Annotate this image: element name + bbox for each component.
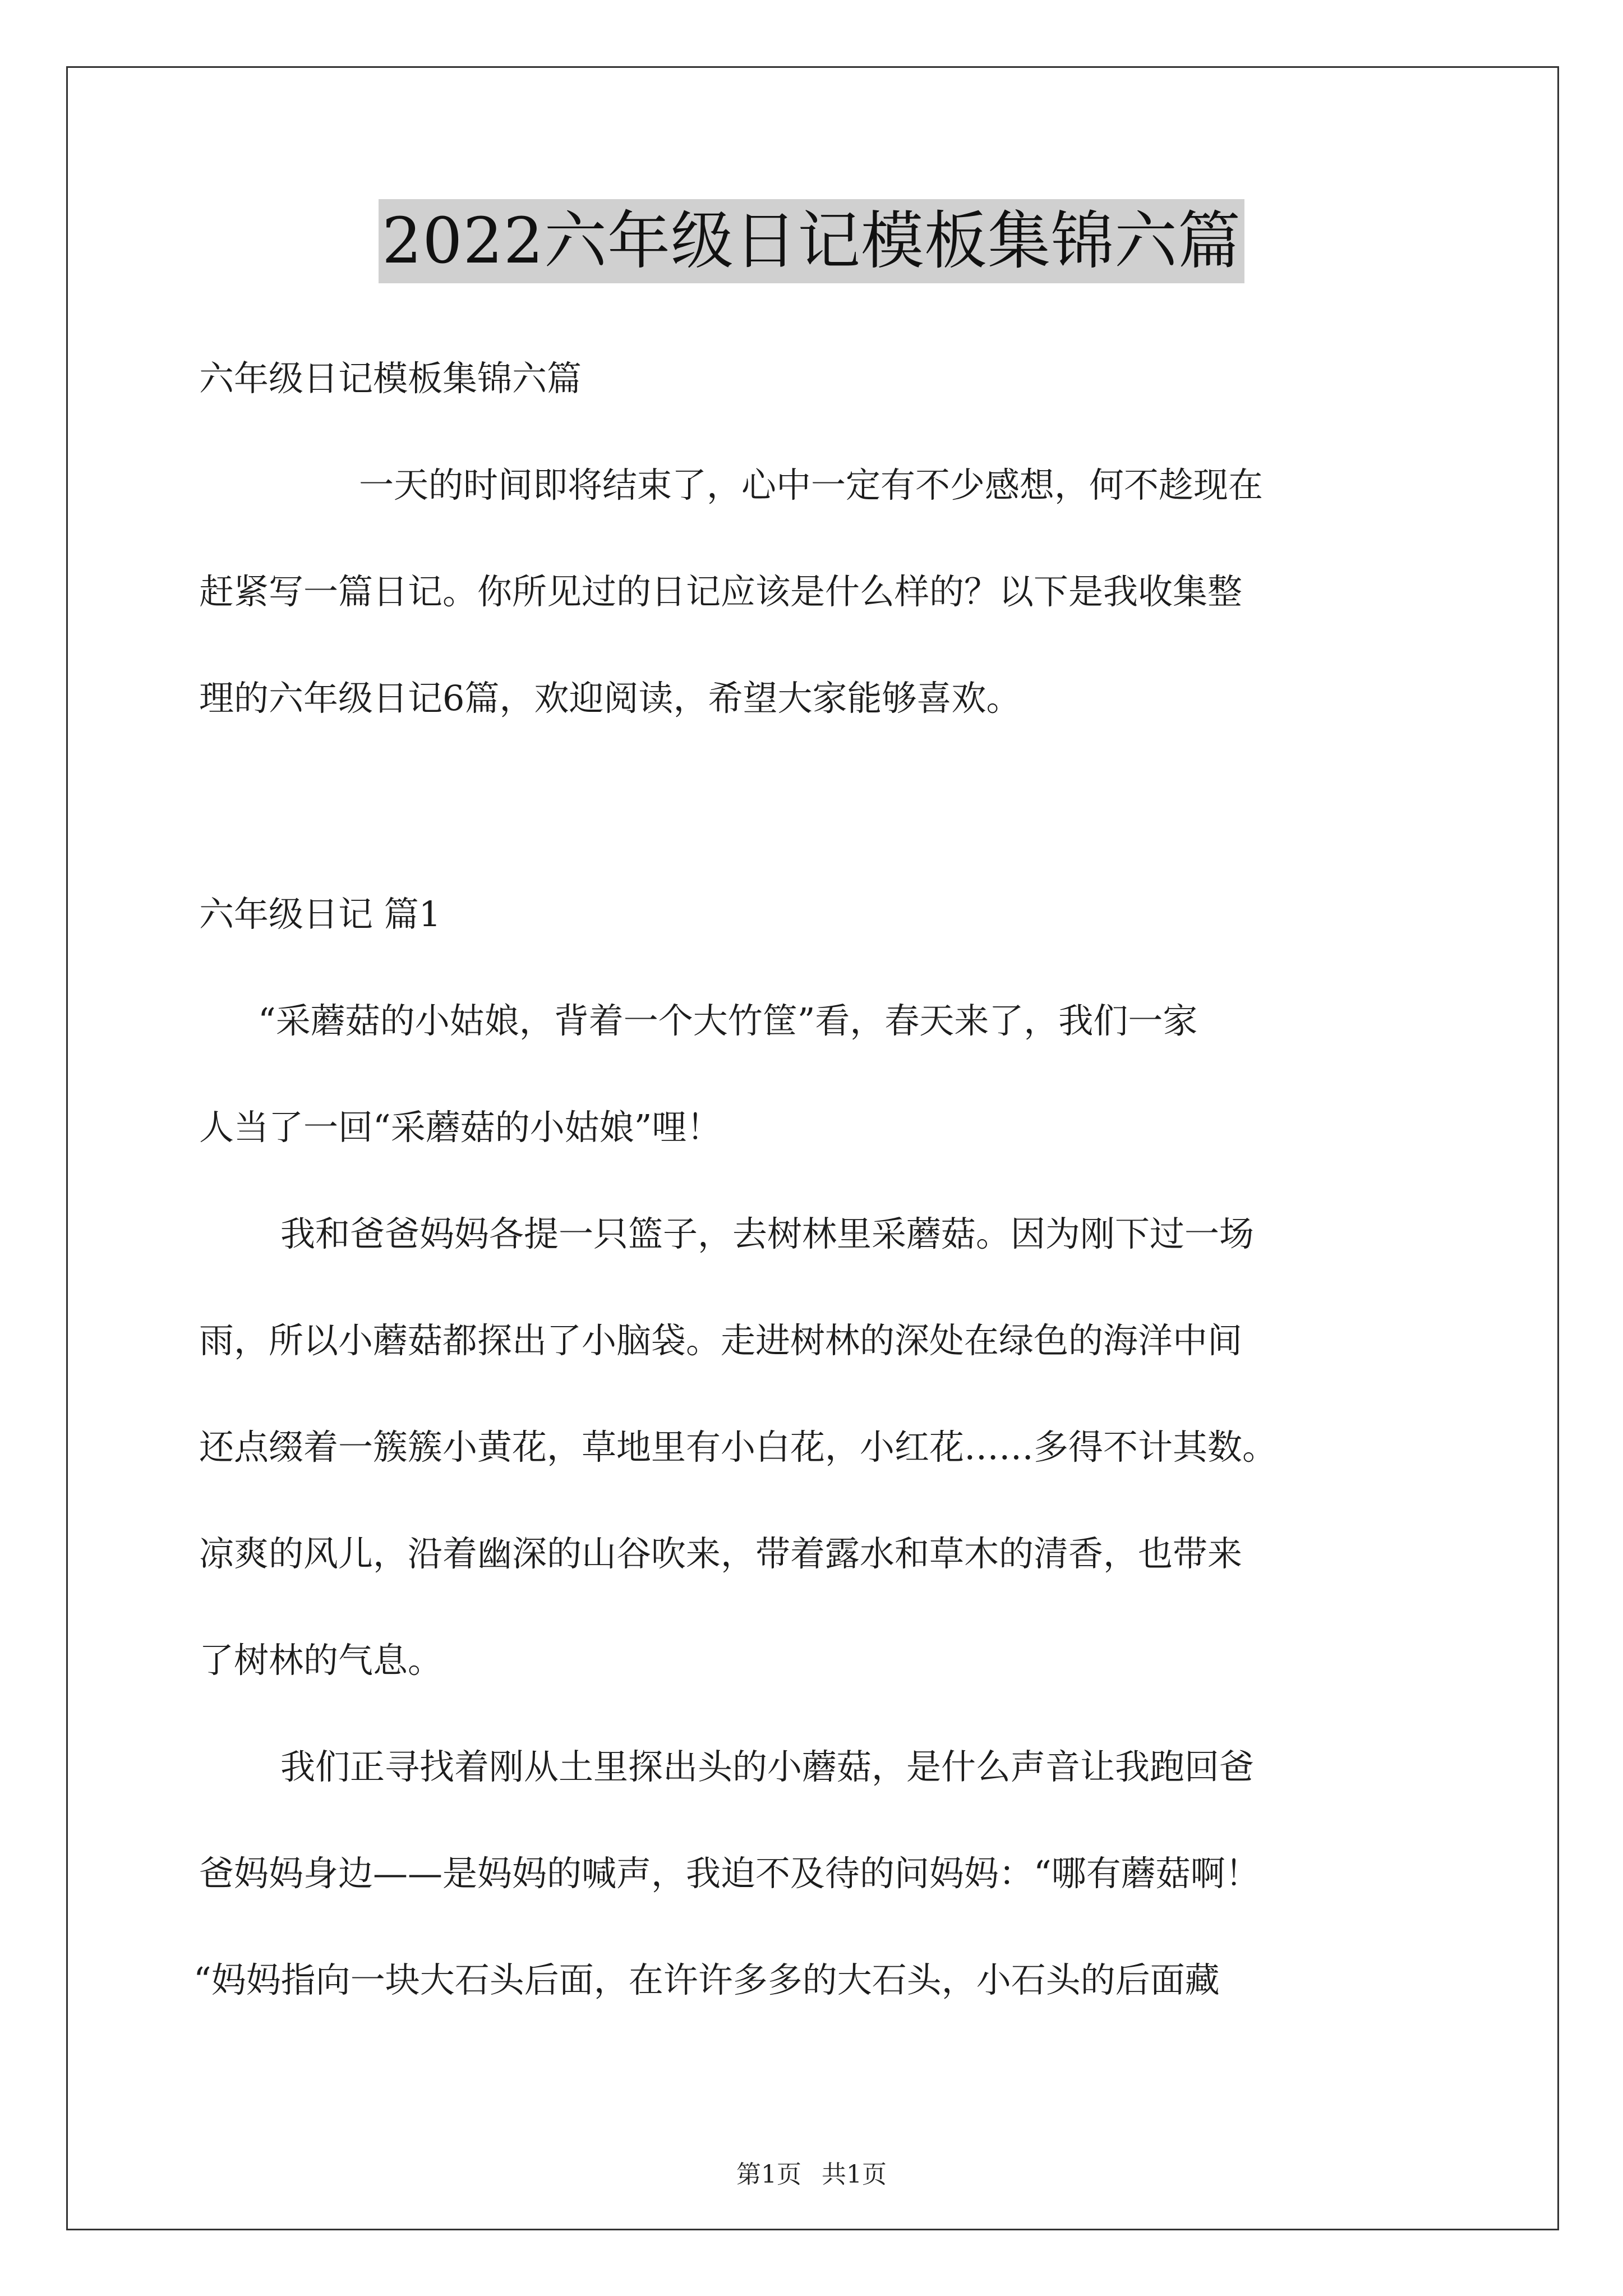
paragraph-line: 我们正寻找着刚从土里探出头的小蘑菇，是什么声音让我跑回爸 (280, 1746, 1255, 1787)
page-number-total: 共1页 (822, 2160, 887, 2189)
page-number-current: 第1页 (736, 2160, 801, 2189)
paragraph-line: 雨，所以小蘑菇都探出了小脑袋。走进树林的深处在绿色的海洋中间 (199, 1320, 1243, 1361)
paragraph-line: “采蘑菇的小姑娘，背着一个大竹筐”看，春天来了，我们一家 (258, 1000, 1198, 1041)
paragraph-line: 爸妈妈身边——是妈妈的喊声，我迫不及待的问妈妈：“哪有蘑菇啊！ (199, 1853, 1260, 1894)
page-footer (0, 2161, 1623, 2189)
intro-line-1: 一天的时间即将结束了，心中一定有不少感想，何不趁现在 (359, 464, 1264, 505)
paragraph-line: “妈妈指向一块大石头后面，在许许多多的大石头，小石头的后面藏 (193, 1959, 1220, 2000)
paragraph-line: 人当了一回“采蘑菇的小姑娘”哩！ (199, 1107, 722, 1148)
intro-line-2: 赶紧写一篇日记。你所见过的日记应该是什么样的？以下是我收集整 (199, 571, 1243, 612)
document-title: 2022六年级日记模板集锦六篇 (379, 199, 1244, 283)
section-heading: 六年级日记 篇1 (199, 894, 441, 935)
paragraph-line: 凉爽的风儿，沿着幽深的山谷吹来，带着露水和草木的清香，也带来 (199, 1533, 1243, 1574)
paragraph-line: 了树林的气息。 (199, 1640, 443, 1681)
title-container (0, 199, 1623, 283)
paragraph-line: 我和爸爸妈妈各提一只篮子，去树林里采蘑菇。因为刚下过一场 (280, 1213, 1255, 1254)
paragraph-line: 还点缀着一簇簇小黄花，草地里有小白花，小红花……多得不计其数。 (199, 1427, 1278, 1467)
intro-line-3: 理的六年级日记6篇，欢迎阅读，希望大家能够喜欢。 (199, 678, 1021, 719)
document-subtitle: 六年级日记模板集锦六篇 (199, 358, 582, 399)
